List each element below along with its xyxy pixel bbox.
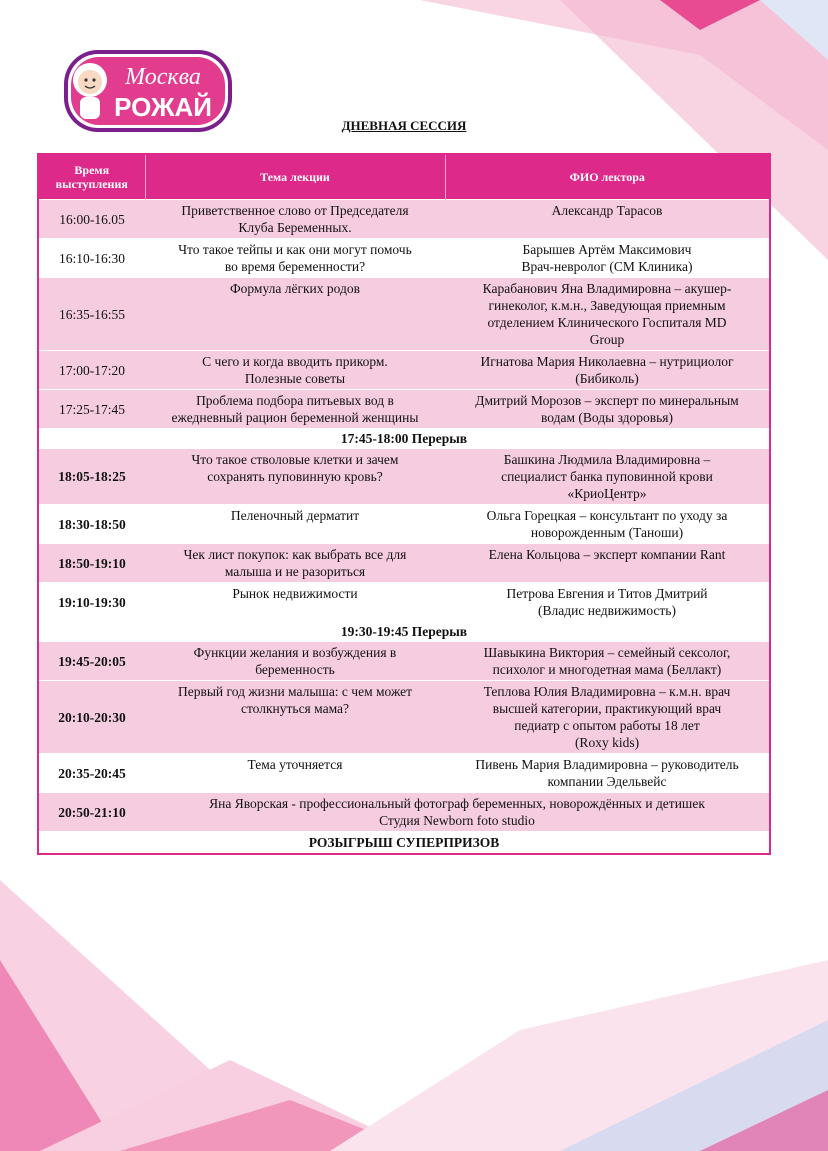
cell-text-line: (Владис недвижимость): [538, 603, 676, 618]
cell-text-line: Дмитрий Морозов – эксперт по минеральным: [475, 393, 739, 408]
topic-cell: [145, 681, 445, 754]
topic-cell: [145, 583, 445, 622]
cell-text-line: Пивень Мария Владимировна – руководитель: [475, 757, 739, 772]
cell-text-line: Первый год жизни малыша: с чем может: [178, 684, 412, 699]
time-cell: 20:50-21:10: [38, 793, 145, 832]
header-topic: Тема лекции: [145, 154, 445, 200]
schedule-row: [38, 754, 770, 793]
lecturer-cell: [445, 390, 770, 429]
time-cell: 16:35-16:55: [38, 278, 145, 351]
cell-text-line: Шавыкина Виктория – семейный сексолог,: [483, 645, 731, 660]
break-row: [38, 429, 770, 449]
topic-cell: [145, 351, 445, 390]
header-time: Время выступления: [38, 154, 145, 200]
cell-text-line: малыша и не разориться: [224, 564, 366, 579]
cell-text-line: Приветственное слово от Председателя: [181, 203, 409, 218]
logo-text-bottom: РОЖАЙ: [114, 92, 212, 122]
time-cell: 19:10-19:30: [38, 583, 145, 622]
logo-text-top: Москва: [125, 64, 201, 90]
schedule-row: [38, 390, 770, 429]
cell-text-line: гинеколог, к.м.н., Заведующая приемным: [488, 298, 726, 313]
prize-draw-text: РОЗЫГРЫШ СУПЕРПРИЗОВ: [38, 832, 770, 855]
cell-text-line: Проблема подбора питьевых вод в: [196, 393, 394, 408]
time-cell: 18:05-18:25: [38, 449, 145, 505]
cell-text-line: С чего и когда вводить прикорм.: [202, 354, 388, 369]
schedule-body: [38, 200, 770, 832]
cell-text-line: Формула лёгких родов: [229, 281, 361, 296]
cell-text-line: высшей категории, практикующий врач: [492, 701, 722, 716]
lecturer-cell: [445, 544, 770, 583]
cell-text-line: Тема уточняется: [247, 757, 343, 772]
cell-text-line: педиатр с опытом работы 18 лет: [514, 718, 700, 733]
cell-text-line: столкнуться мама?: [240, 701, 350, 716]
cell-text-line: Клуба Беременных.: [238, 220, 352, 235]
cell-text-line: Ольга Горецкая – консультант по уходу за: [486, 508, 728, 523]
break-row: [38, 622, 770, 642]
session-title: ДНЕВНАЯ СЕССИЯ: [341, 118, 467, 133]
joint-cell: [145, 793, 770, 832]
cell-text-line: Group: [589, 332, 625, 347]
time-cell: 20:35-20:45: [38, 754, 145, 793]
lecturer-cell: [445, 505, 770, 544]
cell-text-line: отделением Клинического Госпиталя MD: [487, 315, 727, 330]
cell-text-line: специалист банка пуповинной крови: [501, 469, 713, 484]
schedule-row: [38, 278, 770, 351]
cell-text-line: Теплова Юлия Владимировна – к.м.н. врач: [483, 684, 731, 699]
cell-text-line: Что такое стволовые клетки и зачем: [191, 452, 399, 467]
time-cell: 17:25-17:45: [38, 390, 145, 429]
schedule-row: [38, 544, 770, 583]
schedule-row: [38, 583, 770, 622]
schedule-table: [37, 153, 771, 855]
topic-cell: [145, 239, 445, 278]
cell-text-line: Елена Кольцова – эксперт компании Rant: [488, 547, 726, 562]
schedule-row: [38, 239, 770, 278]
cell-text-line: Барышев Артём Максимович: [522, 242, 692, 257]
schedule-row: [38, 681, 770, 754]
time-cell: 18:30-18:50: [38, 505, 145, 544]
lecturer-cell: [445, 351, 770, 390]
topic-cell: [145, 449, 445, 505]
schedule-row: [38, 449, 770, 505]
cell-text-line: Полезные советы: [244, 371, 346, 386]
schedule-row: [38, 200, 770, 239]
time-cell: 17:00-17:20: [38, 351, 145, 390]
time-cell: 18:50-19:10: [38, 544, 145, 583]
prize-row: [38, 832, 770, 855]
time-cell: 16:00-16.05: [38, 200, 145, 239]
lecturer-cell: [445, 583, 770, 622]
lecturer-cell: [445, 681, 770, 754]
break-label: 17:45-18:00 Перерыв: [38, 429, 770, 449]
topic-cell: [145, 505, 445, 544]
topic-cell: [145, 390, 445, 429]
lecturer-cell: [445, 449, 770, 505]
cell-text-line: сохранять пуповинную кровь?: [207, 469, 383, 484]
time-cell: 16:10-16:30: [38, 239, 145, 278]
cell-text-line: (Roxy kids): [574, 735, 640, 750]
cell-text-line: психолог и многодетная мама (Беллакт): [492, 662, 722, 677]
cell-text-line: Врач-невролог (СМ Клиника): [521, 259, 693, 274]
cell-text-line: Петрова Евгения и Титов Дмитрий: [506, 586, 708, 601]
cell-text-line: компании Эдельвейс: [547, 774, 667, 789]
schedule-row: [38, 505, 770, 544]
cell-text-line: Яна Яворская - профессиональный фотограф беременных, новорождённых и детишек: [209, 796, 705, 811]
lecturer-cell: [445, 642, 770, 681]
topic-cell: [145, 642, 445, 681]
cell-text-line: «КриоЦентр»: [567, 486, 647, 501]
cell-text-line: ежедневный рацион беременной женщины: [171, 410, 419, 425]
cell-text-line: Что такое тейпы и как они могут помочь: [178, 242, 412, 257]
cell-text-line: во время беременности?: [224, 259, 366, 274]
cell-text-line: (Бибиколь): [575, 371, 639, 386]
lecturer-cell: [445, 754, 770, 793]
topic-cell: [145, 544, 445, 583]
cell-text-line: беременность: [255, 662, 335, 677]
schedule-row: [38, 793, 770, 832]
header-lecturer: ФИО лектора: [445, 154, 770, 200]
cell-text-line: новорожденным (Таноши): [530, 525, 684, 540]
schedule-row: [38, 642, 770, 681]
lecturer-cell: [445, 239, 770, 278]
topic-cell: [145, 278, 445, 351]
cell-text-line: Рынок недвижимости: [232, 586, 358, 601]
break-label: 19:30-19:45 Перерыв: [38, 622, 770, 642]
cell-text-line: Функции желания и возбуждения в: [193, 645, 397, 660]
table-header-row: [38, 154, 770, 200]
topic-cell: [145, 754, 445, 793]
cell-text-line: Студия Newborn foto studio: [379, 813, 535, 828]
cell-text-line: Александр Тарасов: [551, 203, 663, 218]
cell-text-line: Чек лист покупок: как выбрать все для: [183, 547, 407, 562]
cell-text-line: Карабанович Яна Владимировна – акушер-: [482, 281, 732, 296]
lecturer-cell: [445, 278, 770, 351]
cell-text-line: Башкина Людмила Владимировна –: [503, 452, 711, 467]
cell-text-line: Игнатова Мария Николаевна – нутрициолог: [480, 354, 734, 369]
time-cell: 19:45-20:05: [38, 642, 145, 681]
schedule-row: [38, 351, 770, 390]
time-cell: 20:10-20:30: [38, 681, 145, 754]
topic-cell: [145, 200, 445, 239]
cell-text-line: Пеленочный дерматит: [230, 508, 360, 523]
lecturer-cell: [445, 200, 770, 239]
cell-text-line: водам (Воды здоровья): [540, 410, 674, 425]
